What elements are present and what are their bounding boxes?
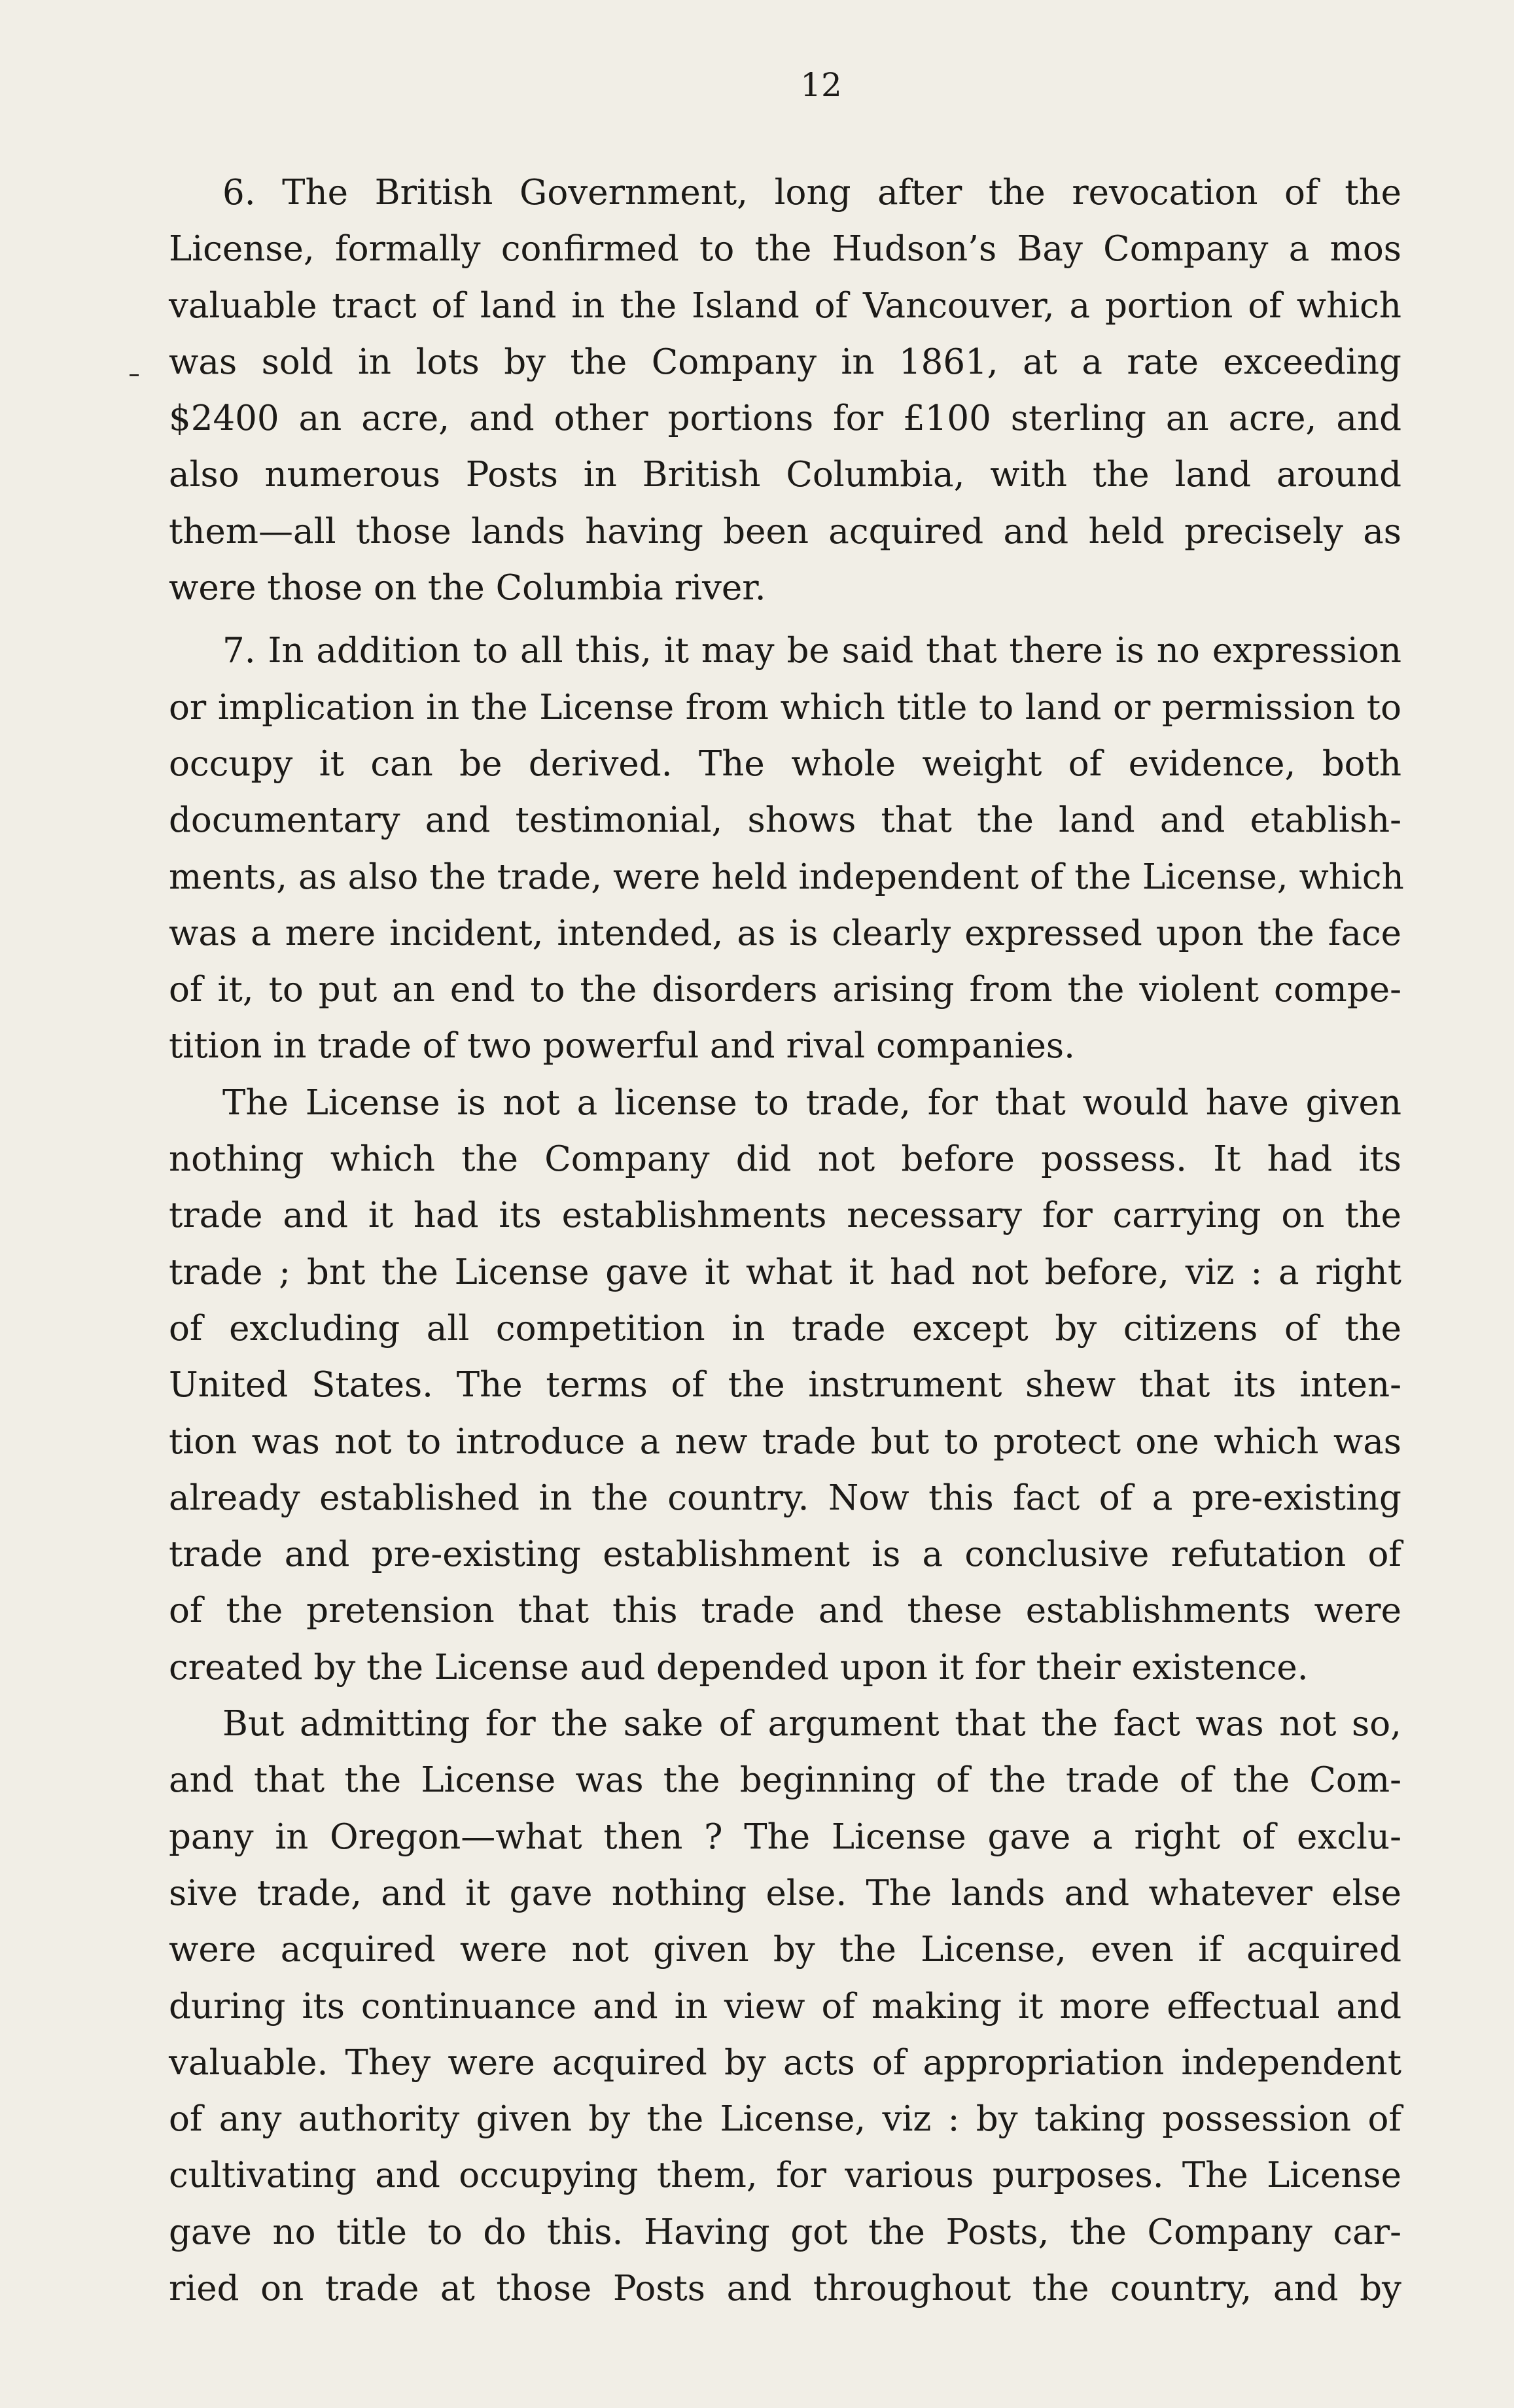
text-line: valuable. They were acquired by acts of appropriation independent [169,2042,1401,2083]
text-line: was sold in lots by the Company in 1861, at a rate exceeding [169,342,1401,382]
paragraph-6 [169,165,1401,616]
text-line: trade ; bnt the License gave it what it had not before, viz : a right [169,1252,1401,1292]
text-line: valuable tract of land in the Island of Vancouver, a portion of which [169,285,1401,326]
text-line: But admitting for the sake of argument that the fact was not so, [222,1704,1401,1744]
text-line: pany in Oregon—what then ? The License gave a right of exclu- [169,1816,1401,1857]
text-line: gave no title to do this. Having got the Posts, the Company car- [169,2212,1401,2252]
text-line: were those on the Columbia river. [169,568,766,609]
text-line: were acquired were not given by the License, even if acquired [169,1930,1401,1970]
text-line: The License is not a license to trade, for that would have given [222,1082,1401,1123]
text-line: or implication in the License from which title to land or permission to [169,687,1401,728]
text-line: tion was not to introduce a new trade but to protect one which was [169,1421,1401,1462]
text-line: them—all those lands having been acquired and held precisely as [169,511,1401,552]
text-line: trade and it had its establishments necessary for carrying on the [169,1195,1401,1236]
text-line: documentary and testimonial, shows that the land and etablish- [169,800,1401,841]
paragraph-7 [169,623,1404,1074]
body-text [169,165,1404,2317]
text-line: during its continuance and in view of making it more effectual and [169,1986,1401,2027]
text-line: and that the License was the beginning of the trade of the Com- [169,1760,1401,1801]
text-line: occupy it can be derived. The whole weight of evidence, both [169,743,1401,784]
text-line: trade and pre-existing establishment is a conclusive refutation of [169,1534,1401,1575]
text-line: was a mere incident, intended, as is clearly expressed upon the face [169,913,1401,953]
page-number: 12 [800,66,842,104]
text-line: United States. The terms of the instrument shew that its inten- [169,1365,1401,1406]
text-line: also numerous Posts in British Columbia, with the land around [169,455,1401,495]
text-line: cultivating and occupying them, for various purposes. The License [169,2155,1401,2196]
text-line: created by the License aud depended upon it for their existence. [169,1647,1309,1688]
paragraph-argument [169,1696,1401,2317]
text-line: sive trade, and it gave nothing else. The lands and whatever else [169,1873,1401,1913]
text-line: $2400 an acre, and other portions for £100 sterling an acre, and [169,398,1401,439]
text-line: nothing which the Company did not before possess. It had its [169,1139,1401,1180]
text-line: tition in trade of two powerful and rival companies. [169,1026,1075,1067]
text-line: License, formally confirmed to the Hudson’s Bay Company a mos [169,229,1401,270]
paragraph-license [169,1075,1401,1696]
text-line: of the pretension that this trade and these establishments were [169,1591,1401,1631]
text-line: of excluding all competition in trade except by citizens of the [169,1308,1401,1349]
text-line: ments, as also the trade, were held independent of the License, which [169,857,1404,897]
margin-mark [130,374,139,376]
text-line: 6. The British Government, long after the revocation of the [222,173,1401,213]
text-line: of any authority given by the License, viz : by taking possession of [169,2099,1401,2140]
text-line: already established in the country. Now this fact of a pre-existing [169,1478,1401,1518]
text-line: of it, to put an end to the disorders arising from the violent compe- [169,970,1401,1010]
text-line: ried on trade at those Posts and throughout the country, and by [169,2268,1401,2309]
text-line: 7. In addition to all this, it may be said that there is no expression [222,631,1401,671]
